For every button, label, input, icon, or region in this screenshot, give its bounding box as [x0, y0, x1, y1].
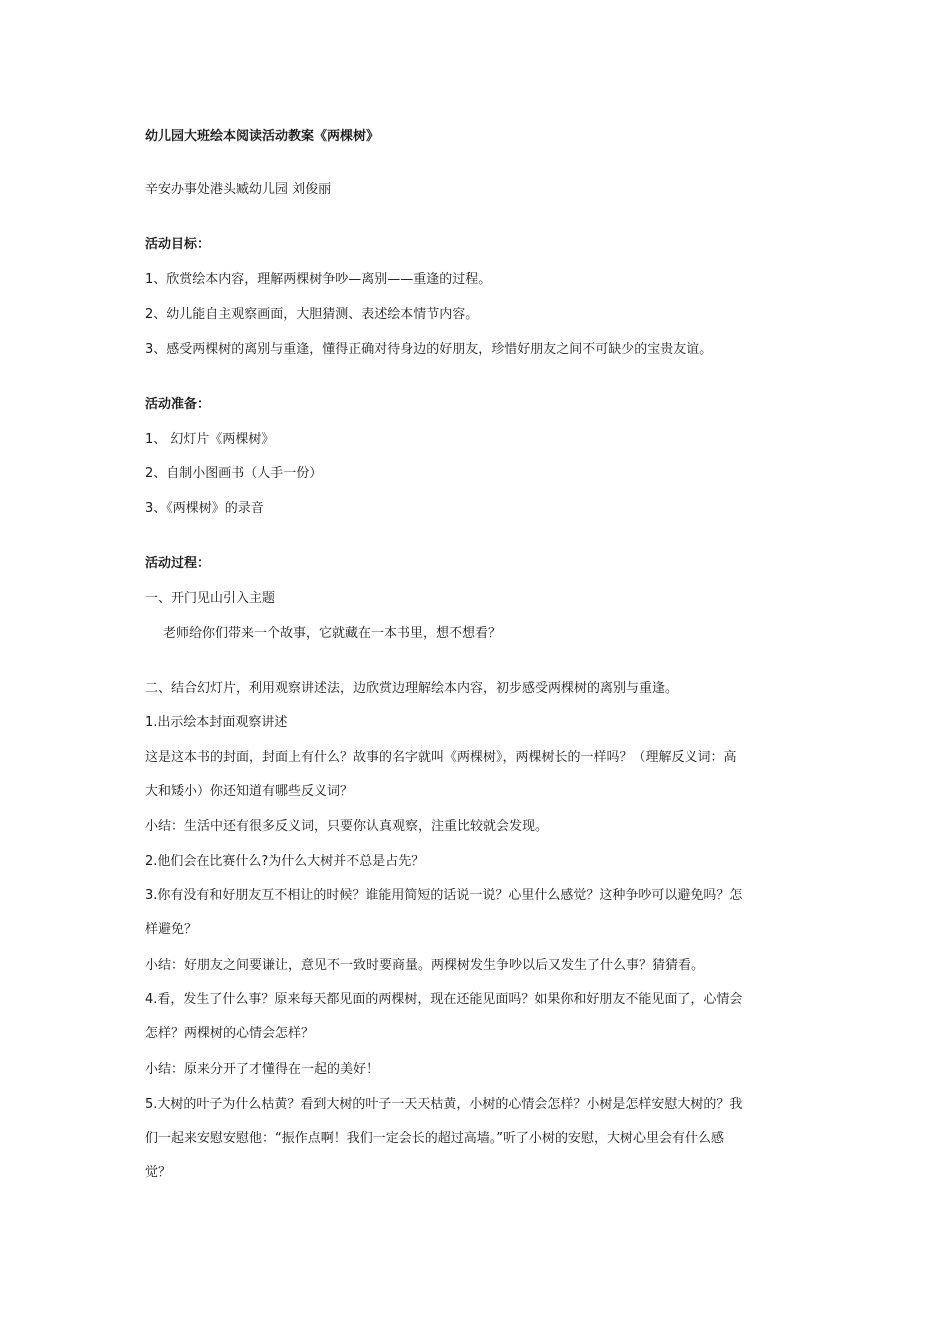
process-line: 大和矮小）你还知道有哪些反义词？ — [145, 784, 354, 799]
goal-item: 2、幼儿能自主观察画面，大胆猜测、表述绘本情节内容。 — [145, 307, 479, 322]
process-line: 小结：原来分开了才懂得在一起的美好！ — [145, 1062, 380, 1077]
process-line: 2.他们会在比赛什么?为什么大树并不总是占先？ — [145, 854, 425, 869]
process-line: 1.出示绘本封面观察讲述 — [145, 715, 288, 730]
process-line: 4.看，发生了什么事？原来每天都见面的两棵树，现在还能见面吗？如果你和好朋友不能见面了，心情会 — [145, 992, 743, 1007]
process-line: 样避免？ — [145, 922, 198, 937]
goal-item: 1、欣赏绘本内容，理解两棵树争吵—离别——重逢的过程。 — [145, 272, 492, 287]
process-line: 3.你有没有和好朋友互不相让的时候？谁能用简短的话说一说？心里什么感觉？这种争吵可以避免吗？怎 — [145, 888, 743, 903]
process-line: 一、开门见山引入主题 — [145, 591, 276, 606]
prep-item: 2、自制小图画书（人手一份） — [145, 466, 323, 481]
process-line: 这是这本书的封面，封面上有什么？故事的名字就叫《两棵树》，两棵树长的一样吗？（理解反义词：高 — [145, 750, 737, 765]
process-line: 们一起来安慰安慰他：“振作点啊！我们一定会长的超过高墙。”听了小树的安慰，大树心里会有什么感 — [145, 1131, 724, 1146]
prep-heading: 活动准备： — [145, 397, 211, 412]
process-line: 老师给你们带来一个故事，它就藏在一本书里，想不想看？ — [163, 626, 502, 641]
process-line: 二、结合幻灯片，利用观察讲述法，边欣赏边理解绘本内容，初步感受两棵树的离别与重逢。 — [145, 681, 679, 696]
prep-item: 3、《两棵树》的录音 — [145, 501, 264, 516]
process-line: 5.大树的叶子为什么枯黄？看到大树的叶子一天天枯黄，小树的心情会怎样？小树是怎样安慰大树的？我 — [145, 1097, 743, 1112]
process-line: 小结：生活中还有很多反义词，只要你认真观察，注重比较就会发现。 — [145, 819, 549, 834]
document-title: 幼儿园大班绘本阅读活动教案《两棵树》 — [145, 129, 380, 144]
goal-item: 3、感受两棵树的离别与重逢，懂得正确对待身边的好朋友，珍惜好朋友之间不可缺少的宝贵友谊。 — [145, 342, 713, 357]
process-heading: 活动过程： — [145, 556, 211, 571]
process-line: 小结：好朋友之间要谦让，意见不一致时要商量。两棵树发生争吵以后又发生了什么事？猜猜看。 — [145, 958, 705, 973]
prep-item: 1、 幻灯片《两棵树》 — [145, 432, 275, 447]
process-line: 觉？ — [145, 1165, 172, 1180]
goals-heading: 活动目标： — [145, 237, 211, 252]
process-line: 怎样？两棵树的心情会怎样？ — [145, 1026, 315, 1041]
author-line: 辛安办事处港头臧幼儿园 刘俊丽 — [145, 182, 332, 197]
